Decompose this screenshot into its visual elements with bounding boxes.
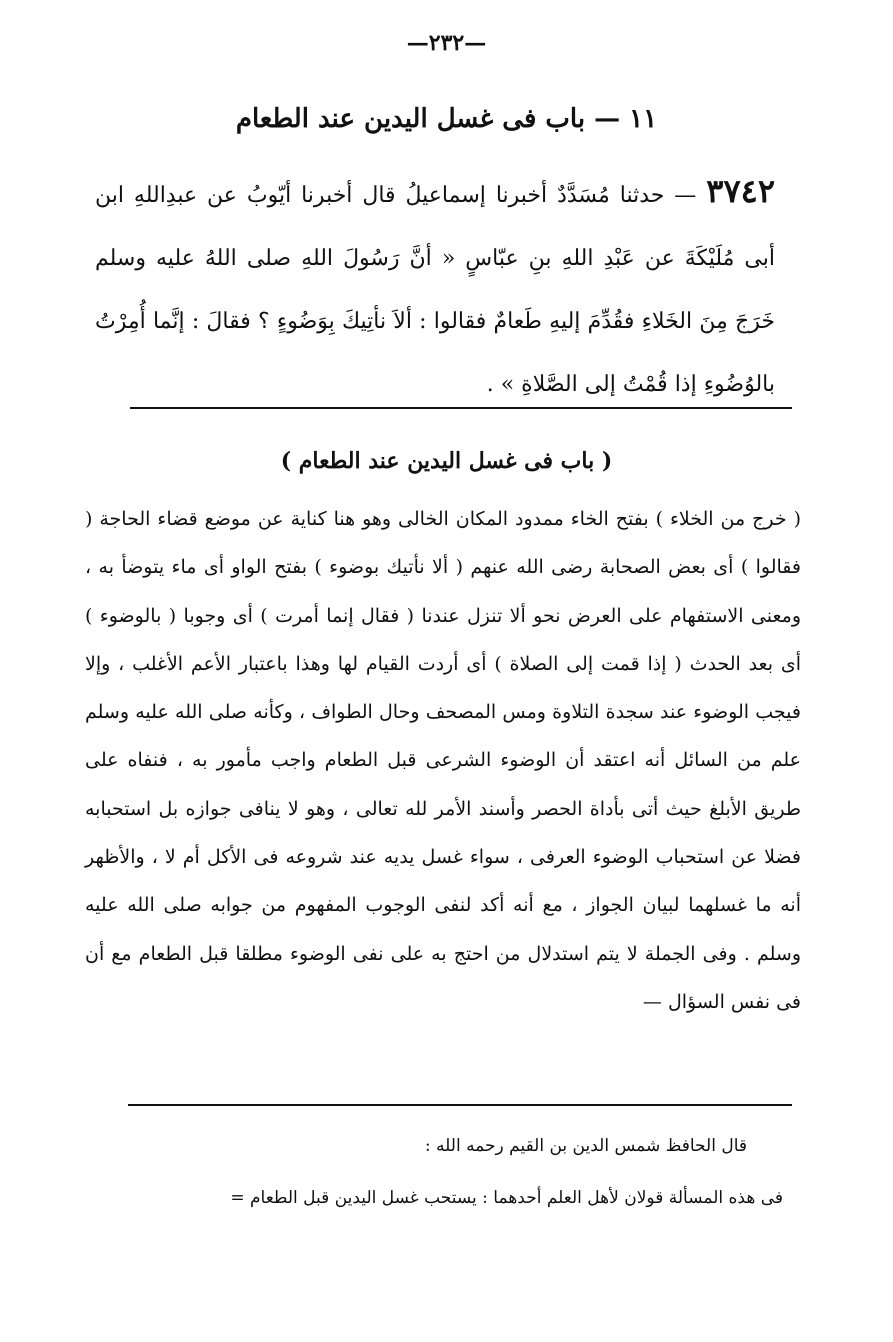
chapter-title: ١١ — باب فى غسل اليدين عند الطعام	[235, 104, 658, 134]
footnote-divider	[128, 1104, 792, 1106]
hadith-number: ٣٧٤٢	[706, 172, 775, 210]
commentary-title: ( باب فى غسل اليدين عند الطعام )	[280, 448, 613, 474]
section-divider	[130, 407, 792, 409]
footnote-attribution: قال الحافظ شمس الدين بن القيم رحمه الله :	[424, 1136, 747, 1156]
footnote-text: فى هذه المسألة قولان لأهل العلم أحدهما : يستحب غسل اليدين قبل الطعام =	[230, 1188, 783, 1208]
commentary-text: ( خرج من الخلاء ) بفتح الخاء ممدود المكان الخالى وهو هنا كناية عن موضع قضاء الحاجة ( فقالوا ) أى بعض الصحابة رضى الله عنهم ( ألا نأتيك بوضوء ) بفتح الواو أى ماء يتوضأ به ، ومعنى الاستفهام على العرض نحو ألا تنزل عندنا ( فقال إنما أمرت ) أى وجوبا ( بالوضوء ) أى بعد الحدث ( إذا قمت إلى الصلاة ) أى أردت القيام لها وهذا باعتبار الأعم الأغلب ، وإلا فيجب الوضوء عند سجدة التلاوة ومس المصحف وحال الطواف ، وكأنه صلى الله عليه وسلم علم من السائل أنه اعتقد أن الوضوء الشرعى قبل الطعام واجب مأمور به ، فنفاه على طريق الأبلغ حيث أتى بأداة الحصر وأسند الأمر لله تعالى ، وهو لا ينافى جوازه بل استحبابه فضلا عن استحباب الوضوء العرفى ، سواء غسل يديه عند شروعه فى الأكل أم لا ، والأظهر أنه ما غسلهما لبيان الجواز ، مع أنه أكد لنفى الوجوب المفهوم من جوابه صلى الله عليه وسلم . وفى الجملة لا يتم استدلال من احتج به على نفى الوضوء مطلقا قبل الطعام مع أن فى نفس السؤال —	[85, 508, 801, 1013]
hadith-text: — حدثنا مُسَدَّدٌ أخبرنا إسماعيلُ قال أخبرنا أيّوبُ عن عبدِاللهِ ابن أبى مُلَيْكَةَ عن عَبْدِ اللهِ بنِ عبّاسٍ « أنَّ رَسُولَ اللهِ صلى اللهُ عليه وسلم خَرَجَ مِنَ الخَلاءِ فقُدِّمَ إليهِ طَعامٌ فقالوا : ألاَ نأتِيكَ بِوَضُوءٍ ؟ فقالَ : إنَّما أُمِرْتُ بالوُضُوءِ إذا قُمْتُ إلى الصَّلاةِ » .	[95, 183, 775, 397]
footnote-block	[123, 1120, 783, 1224]
hadith-block	[95, 160, 775, 416]
page-number: —٢٣٢—	[406, 30, 487, 56]
